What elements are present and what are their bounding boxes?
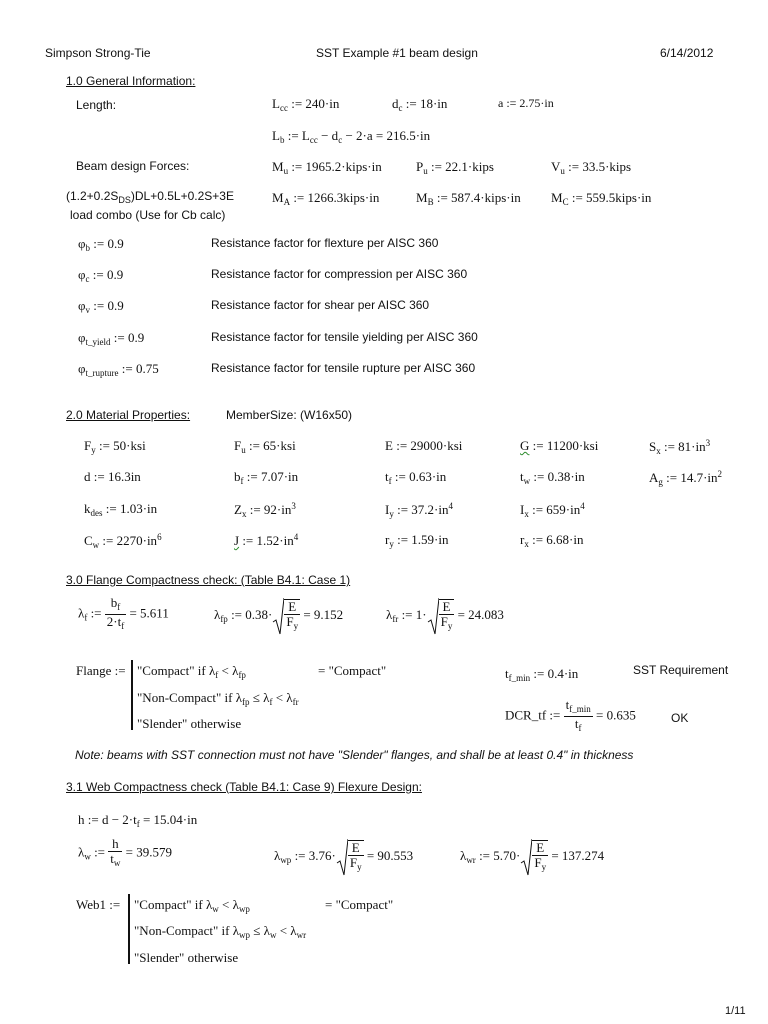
header-date: 6/14/2012 bbox=[660, 46, 714, 60]
web-result: = "Compact" bbox=[325, 897, 394, 912]
section-1-title: 1.0 General Information: bbox=[66, 74, 196, 88]
Lcc-def: $L_{cc}$ := 240·in bbox=[272, 96, 340, 113]
flange-result: = "Compact" bbox=[318, 663, 387, 678]
section-3-title: 3.0 Flange Compactness check: (Table B4.1: Case 1) bbox=[66, 573, 351, 587]
prop-E: E := 29000·ksi bbox=[385, 438, 463, 453]
web-lhs: Web1 := bbox=[76, 897, 121, 912]
forces-label: Beam design Forces: bbox=[76, 159, 190, 173]
page-number: 1/11 bbox=[725, 1005, 746, 1017]
flange-note: Note: beams with SST connection must not have "Slender" flanges, and shall be at least 0.4" in thickness bbox=[75, 748, 634, 762]
lambda-fp-eq: $\lambda_{fp}$ := 0.38· $\frac{E}{F_y}$ = 9.152 bbox=[214, 596, 343, 636]
section-2-title: 2.0 Material Properties: bbox=[66, 408, 191, 422]
prop-d: d := 16.3in bbox=[84, 469, 141, 484]
program-bracket bbox=[128, 894, 130, 964]
phi-b-def: $\varphi_b$ := 0.9 bbox=[78, 236, 124, 253]
load-combo-line2: load combo (Use for Cb calc) bbox=[70, 208, 226, 222]
header-left: Simpson Strong-Tie bbox=[45, 46, 151, 60]
program-bracket bbox=[131, 660, 133, 730]
dcr-ok: OK bbox=[671, 711, 689, 725]
Lb-def: $L_b$ := $L_{cc} - d_c - 2\cdot a = 216.5\cdot in$ bbox=[272, 128, 431, 145]
dc-def: $d_c$ := 18·in bbox=[392, 96, 448, 113]
prop-Ix: $I_x$ := $659\cdot in^4$ bbox=[520, 501, 585, 519]
flange-case-compact: "Compact" if $\lambda_f < \lambda_{fp}$ bbox=[137, 663, 246, 680]
prop-Ag: $A_g$ := $14.7\cdot in^2$ bbox=[649, 469, 723, 487]
web-case-slender: "Slender" otherwise bbox=[134, 950, 239, 965]
prop-Fy: $F_y$ := 50·ksi bbox=[84, 438, 146, 455]
phi-b-desc: Resistance factor for flexture per AISC 360 bbox=[211, 236, 439, 250]
phi-v-desc: Resistance factor for shear per AISC 360 bbox=[211, 298, 430, 312]
lambda-fr-eq: $\lambda_{fr}$ := 1· $\frac{E}{F_y}$ = 24.083 bbox=[386, 596, 504, 636]
h-def: h := $d - 2\cdot t_f = 15.04\cdot in$ bbox=[78, 812, 198, 829]
Pu-def: $P_u$ := 22.1·kips bbox=[416, 159, 494, 176]
MB-def: $M_B$ := 587.4·kips·in bbox=[416, 190, 521, 207]
web-case-compact: "Compact" if $\lambda_w < \lambda_{wp}$ bbox=[134, 897, 250, 914]
sqrt-icon bbox=[427, 596, 439, 636]
flange-case-noncompact: "Non-Compact" if $\lambda_{fp} \le \lambda_f < \lambda_{fr}$ bbox=[137, 690, 299, 707]
phi-tyield-def: $\varphi_{t\_yield}$ := 0.9 bbox=[78, 330, 145, 347]
length-label: Length: bbox=[76, 98, 117, 112]
phi-trupture-def: $\varphi_{t\_rupture}$ := 0.75 bbox=[78, 361, 159, 378]
prop-Iy: $I_y$ := $37.2\cdot in^4$ bbox=[385, 501, 453, 519]
phi-tyield-desc: Resistance factor for tensile yielding per AISC 360 bbox=[211, 330, 478, 344]
Vu-def: $V_u$ := 33.5·kips bbox=[551, 159, 632, 176]
prop-tw: $t_w$ := 0.38·in bbox=[520, 469, 585, 486]
section-31-title: 3.1 Web Compactness check (Table B4.1: Case 9) Flexure Design: bbox=[66, 780, 422, 794]
a-def: a := 2.75·in bbox=[498, 96, 554, 110]
lambda-wp-eq: $\lambda_{wp}$ := 3.76· $\frac{E}{F_y}$ = 90.553 bbox=[274, 837, 413, 877]
flange-lhs: Flange := bbox=[76, 663, 126, 678]
phi-c-desc: Resistance factor for compression per AISC 360 bbox=[211, 267, 468, 281]
dcr-tf-eq: DCR_tf := $\frac{t_{f\_min}}{t_f}$ = 0.635 bbox=[505, 697, 636, 733]
phi-trupture-desc: Resistance factor for tensile rupture per AISC 360 bbox=[211, 361, 476, 375]
MC-def: $M_C$ := 559.5kips·in bbox=[551, 190, 652, 207]
web-case-noncompact: "Non-Compact" if $\lambda_{wp} \le \lambda_w < \lambda_{wr}$ bbox=[134, 923, 307, 940]
prop-Zx: $Z_x$ := $92\cdot in^3$ bbox=[234, 501, 296, 519]
load-combo-line1: $(1.2+0.2S_{DS})DL+0.5L+0.2S+3E$ bbox=[66, 189, 234, 205]
lambda-w-eq: $\lambda_w$ := $\frac{h}{t_w}$ = 39.579 bbox=[78, 836, 172, 868]
tf-min-def: $t_{f\_min}$ := 0.4·in bbox=[505, 666, 579, 683]
header-title: SST Example #1 beam design bbox=[316, 46, 478, 60]
prop-kdes: $k_{des}$ := 1.03·in bbox=[84, 501, 158, 518]
member-size: MemberSize: (W16x50) bbox=[226, 408, 353, 422]
prop-ry: $r_y$ := 1.59·in bbox=[385, 532, 449, 549]
phi-c-def: $\varphi_c$ := 0.9 bbox=[78, 267, 124, 284]
flange-case-slender: "Slender" otherwise bbox=[137, 716, 242, 731]
prop-G: G := 11200·ksi bbox=[520, 438, 599, 453]
prop-Cw: $C_w$ := $2270\cdot in^6$ bbox=[84, 532, 162, 550]
sqrt-icon bbox=[272, 596, 284, 636]
sqrt-icon bbox=[336, 837, 348, 877]
sqrt-icon bbox=[520, 837, 532, 877]
lambda-wr-eq: $\lambda_{wr}$ := 5.70· $\frac{E}{F_y}$ = 137.274 bbox=[460, 837, 604, 877]
phi-v-def: $\varphi_v$ := 0.9 bbox=[78, 298, 124, 315]
prop-tf: $t_f$ := 0.63·in bbox=[385, 469, 447, 486]
prop-Fu: $F_u$ := 65·ksi bbox=[234, 438, 296, 455]
MA-def: $M_A$ := 1266.3kips·in bbox=[272, 190, 380, 207]
prop-Sx: $S_x$ := $81\cdot in^3$ bbox=[649, 438, 711, 456]
lambda-f-eq: $\lambda_f$ := $\frac{b_f}{2\cdot t_f}$ = 5.611 bbox=[78, 595, 169, 631]
prop-bf: $b_f$ := 7.07·in bbox=[234, 469, 299, 486]
sst-requirement: SST Requirement bbox=[633, 663, 729, 677]
prop-rx: $r_x$ := 6.68·in bbox=[520, 532, 584, 549]
Mu-def: $M_u$ := 1965.2·kips·in bbox=[272, 159, 382, 176]
prop-J: J := $1.52\cdot in^4$ bbox=[234, 532, 299, 548]
